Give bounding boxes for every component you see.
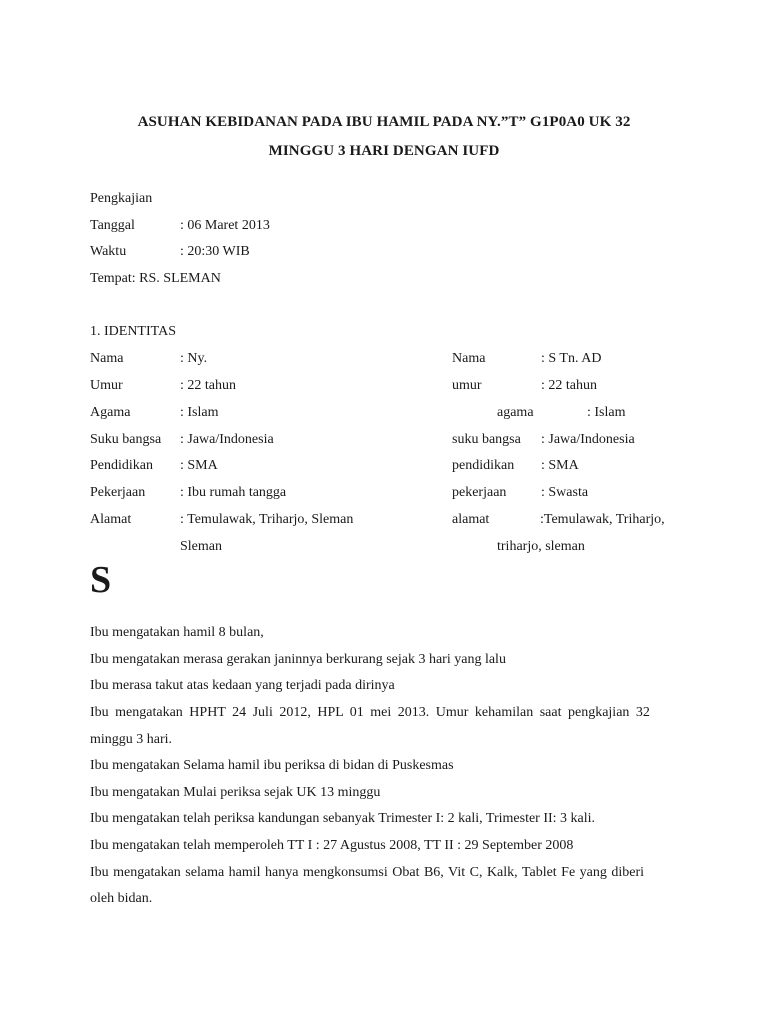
- suami-suku-value: : Jawa/Indonesia: [541, 432, 635, 447]
- subjective-line: Ibu mengatakan hamil 8 bulan,: [90, 625, 264, 640]
- ibu-nama-label: Nama: [90, 351, 124, 366]
- tanggal-label: Tanggal: [90, 218, 135, 233]
- suami-alamat-continued: triharjo, sleman: [497, 539, 585, 554]
- subjective-heading: S: [90, 559, 112, 601]
- suami-pendidikan-label: pendidikan: [452, 458, 515, 473]
- ibu-pekerjaan-value: : Ibu rumah tangga: [180, 485, 287, 500]
- subjective-line: oleh bidan.: [90, 891, 153, 906]
- suami-pekerjaan-value: : Swasta: [541, 485, 589, 500]
- ibu-umur-value: : 22 tahun: [180, 378, 236, 393]
- document-title-line-2: MINGGU 3 HARI DENGAN IUFD: [268, 143, 500, 159]
- subjective-line: Ibu mengatakan telah periksa kandungan sebanyak Trimester I: 2 kali, Trimester II: 3 kali.: [90, 811, 596, 826]
- ibu-pendidikan-label: Pendidikan: [90, 458, 153, 473]
- ibu-agama-label: Agama: [90, 405, 131, 420]
- suami-agama-value: : Islam: [587, 405, 626, 420]
- subjective-line: Ibu mengatakan Mulai periksa sejak UK 13 minggu: [90, 785, 381, 800]
- ibu-suku-label: Suku bangsa: [90, 432, 162, 447]
- subjective-line: Ibu mengatakan HPHT 24 Juli 2012, HPL 01 mei 2013. Umur kehamilan saat pengkajian 32: [90, 705, 650, 720]
- pengkajian-heading: Pengkajian: [90, 191, 153, 206]
- subjective-line: Ibu mengatakan selama hamil hanya mengkonsumsi Obat B6, Vit C, Kalk, Tablet Fe yang diberi: [90, 865, 645, 880]
- waktu-value: : 20:30 WIB: [180, 244, 250, 259]
- ibu-alamat-value: : Temulawak, Triharjo, Sleman: [180, 512, 354, 527]
- document-title-line-1: ASUHAN KEBIDANAN PADA IBU HAMIL PADA NY.”T” G1P0A0 UK 32: [137, 114, 631, 130]
- ibu-alamat-continued: Sleman: [180, 539, 222, 554]
- subjective-line: minggu 3 hari.: [90, 732, 173, 747]
- suami-umur-label: umur: [452, 378, 482, 393]
- suami-nama-label: Nama: [452, 351, 486, 366]
- suami-umur-value: : 22 tahun: [541, 378, 597, 393]
- ibu-pekerjaan-label: Pekerjaan: [90, 485, 146, 500]
- identitas-heading: 1. IDENTITAS: [90, 324, 176, 339]
- ibu-agama-value: : Islam: [180, 405, 219, 420]
- suami-pendidikan-value: : SMA: [541, 458, 579, 473]
- suami-agama-label: agama: [497, 405, 534, 420]
- suami-alamat-label: alamat: [452, 512, 490, 527]
- suami-pekerjaan-label: pekerjaan: [452, 485, 507, 500]
- ibu-suku-value: : Jawa/Indonesia: [180, 432, 274, 447]
- waktu-label: Waktu: [90, 244, 127, 259]
- ibu-alamat-label: Alamat: [90, 512, 132, 527]
- subjective-line: Ibu merasa takut atas kedaan yang terjadi pada dirinya: [90, 678, 395, 693]
- ibu-umur-label: Umur: [90, 378, 123, 393]
- subjective-line: Ibu mengatakan Selama hamil ibu periksa di bidan di Puskesmas: [90, 758, 454, 773]
- subjective-line: Ibu mengatakan merasa gerakan janinnya berkurang sejak 3 hari yang lalu: [90, 652, 506, 667]
- suami-alamat-value: :Temulawak, Triharjo,: [540, 512, 665, 527]
- tanggal-value: : 06 Maret 2013: [180, 218, 270, 233]
- suami-nama-value: : S Tn. AD: [541, 351, 602, 366]
- ibu-pendidikan-value: : SMA: [180, 458, 218, 473]
- tempat-line: Tempat: RS. SLEMAN: [90, 271, 221, 286]
- subjective-line: Ibu mengatakan telah memperoleh TT I : 27 Agustus 2008, TT II : 29 September 2008: [90, 838, 574, 853]
- ibu-nama-value: : Ny.: [180, 351, 208, 366]
- suami-suku-label: suku bangsa: [452, 432, 521, 447]
